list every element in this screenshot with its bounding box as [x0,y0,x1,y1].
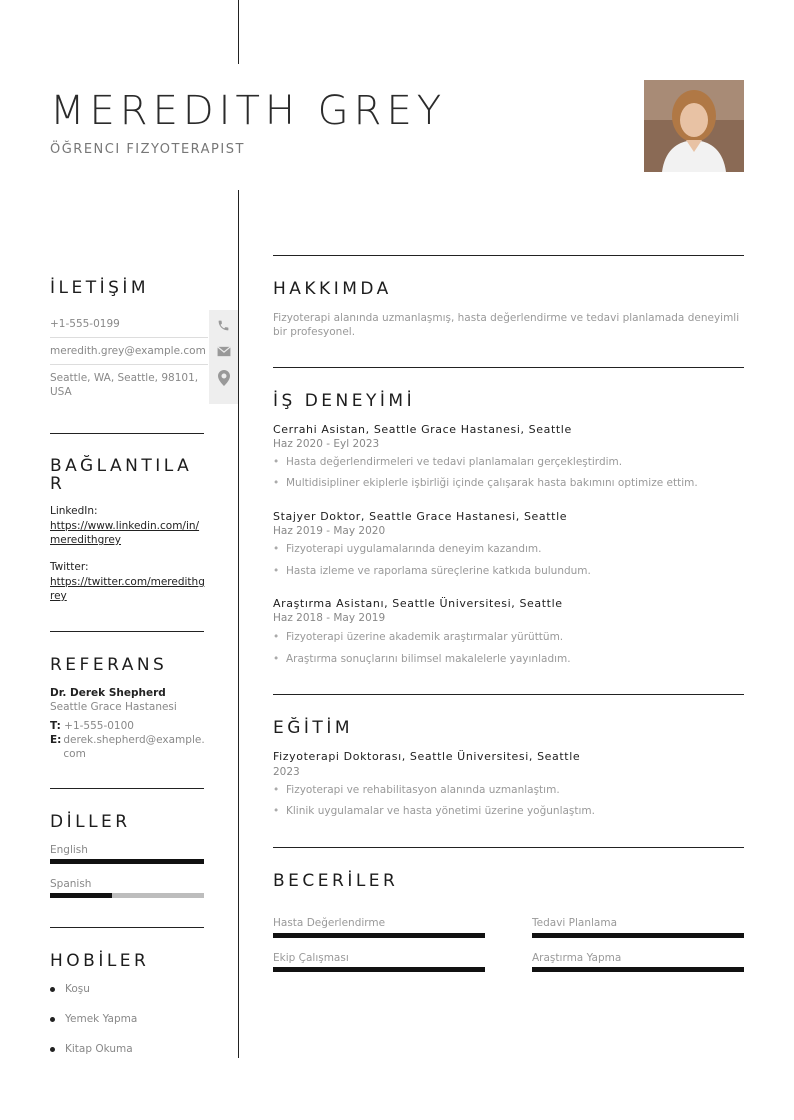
hobby-item [50,983,90,995]
experience-heading: İŞ DENEYİMİ [273,391,416,411]
reference-name: Dr. Derek Shepherd [50,687,166,699]
job-bullet [273,477,743,489]
candidate-name: MEREDITH GREY [50,88,447,134]
reference-email-value: derek.shepherd@example.com [63,734,205,760]
job-title: Araştırma Asistanı, Seattle Üniversitesi, Seattle [273,597,563,610]
about-heading: HAKKIMDA [273,279,392,299]
contact-divider [50,364,208,365]
section-divider [50,433,204,434]
contact-icon-strip [209,310,238,404]
skill-name: Ekip Çalışması [273,952,349,964]
contact-phone[interactable]: +1-555-0199 [50,318,120,330]
job-bullet-text: Multidisipliner ekiplerle işbirliği içinde çalışarak hasta bakımını optimize ettim. [286,477,698,489]
job-date: Haz 2020 - Eyl 2023 [273,438,380,450]
candidate-role: ÖĞRENCI FIZYOTERAPIST [50,142,245,157]
contact-address: Seattle, WA, Seattle, 98101, USA [50,372,199,398]
email-icon [209,340,238,362]
bullet-mark: • [273,477,280,489]
hobby-item [50,1043,133,1055]
bullet-mark: • [273,805,280,817]
linkedin-label: LinkedIn: [50,505,98,517]
education-heading: EĞİTİM [273,718,353,738]
job-bullet [273,543,743,555]
skill-name: Hasta Değerlendirme [273,917,386,929]
section-divider [50,788,204,789]
education-bullet [273,805,743,817]
linkedin-link[interactable]: https://www.linkedin.com/in/meredithgrey [50,520,200,546]
bullet-mark: • [273,456,280,468]
bullet-dot [50,1017,55,1022]
twitter-label: Twitter: [50,561,89,573]
skill-name: Tedavi Planlama [532,917,618,929]
language-level-fill [50,859,204,864]
languages-heading: DİLLER [50,812,131,832]
skill-name: Araştırma Yapma [532,952,622,964]
top-divider-line [238,0,239,64]
job-bullet [273,653,743,665]
bullet-mark: • [273,653,280,665]
job-bullet-text: Fizyoterapi üzerine akademik araştırmalar yürüttüm. [286,631,564,643]
section-divider [50,927,204,928]
bullet-mark: • [273,565,280,577]
education-bullet-text: Klinik uygulamalar ve hasta yönetimi üzerine yoğunlaştım. [286,805,595,817]
reference-org: Seattle Grace Hastanesi [50,701,177,713]
reference-email-label: E: [50,734,62,746]
hobbies-heading: HOBİLER [50,951,150,971]
hobby-item [50,1013,137,1025]
contact-heading: İLETİŞİM [50,278,150,298]
job-date: Haz 2018 - May 2019 [273,612,386,624]
about-text: Fizyoterapi alanında uzmanlaşmış, hasta değerlendirme ve tedavi planlamada deneyimli bir profesyonel. [273,312,740,338]
bullet-dot [50,1047,55,1052]
job-date: Haz 2019 - May 2020 [273,525,386,537]
job-title: Cerrahi Asistan, Seattle Grace Hastanesi, Seattle [273,423,572,436]
bullet-mark: • [273,784,280,796]
education-degree: Fizyoterapi Doktorası, Seattle Üniversitesi, Seattle [273,750,581,763]
profile-photo [644,80,744,172]
education-bullet-text: Fizyoterapi ve rehabilitasyon alanında uzmanlaştım. [286,784,560,796]
bullet-mark: • [273,543,280,555]
links-heading: BAĞLANTILA R [50,456,193,494]
job-bullet-text: Hasta izleme ve raporlama süreçlerine katkıda bulundum. [286,565,591,577]
reference-phone-value: +1-555-0100 [64,720,134,732]
bullet-mark: • [273,631,280,643]
job-bullet [273,456,743,468]
section-divider [273,694,744,695]
section-divider [273,367,744,368]
job-bullet-text: Araştırma sonuçlarını bilimsel makalelerle yayınladım. [286,653,571,665]
location-icon [209,367,238,389]
skill-level-bar [273,967,485,972]
job-bullet-text: Hasta değerlendirmeleri ve tedavi planlamaları gerçekleştirdim. [286,456,623,468]
contact-email[interactable]: meredith.grey@example.com [50,345,206,357]
section-divider [50,631,204,632]
job-title: Stajyer Doktor, Seattle Grace Hastanesi, Seattle [273,510,568,523]
references-heading: REFERANS [50,655,168,675]
education-year: 2023 [273,766,300,778]
hobby-label: Kitap Okuma [65,1043,133,1055]
reference-email[interactable] [50,733,206,761]
language-name: English [50,844,88,856]
job-bullet [273,631,743,643]
contact-divider [50,337,208,338]
skill-level-bar [532,967,744,972]
hobby-label: Yemek Yapma [65,1013,138,1025]
twitter-link[interactable]: https://twitter.com/meredithgrey [50,576,205,602]
language-level-bar [50,859,204,864]
skill-level-bar [532,933,744,938]
language-level-fill [50,893,112,898]
bullet-dot [50,987,55,992]
skills-heading: BECERİLER [273,871,399,891]
language-level-bar [50,893,204,898]
skill-level-bar [273,933,485,938]
hobby-label: Koşu [65,983,90,995]
education-bullet [273,784,743,796]
reference-phone-label: T: [50,720,61,732]
language-name: Spanish [50,878,92,890]
reference-phone[interactable] [50,719,206,733]
section-divider [273,847,744,848]
phone-icon [209,314,238,336]
job-bullet-text: Fizyoterapi uygulamalarında deneyim kazandım. [286,543,542,555]
job-bullet [273,565,743,577]
section-divider [273,255,744,256]
column-divider-line [238,190,239,1058]
